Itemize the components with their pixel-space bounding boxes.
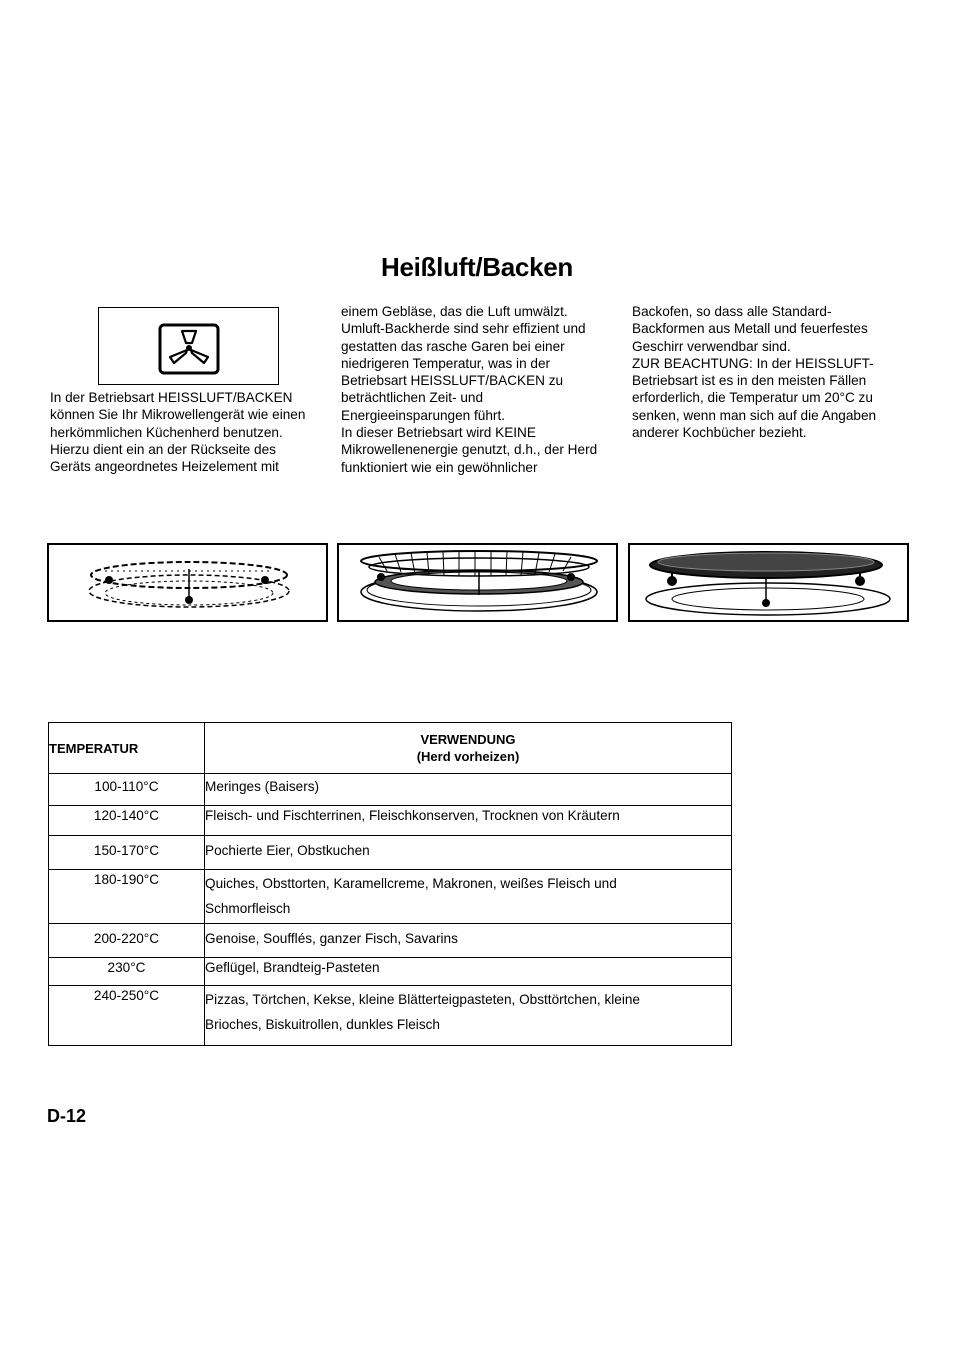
- usage-cell: Meringes (Baisers): [205, 779, 320, 794]
- page-title: Heißluft/Backen: [381, 252, 573, 282]
- temperature-cell: 150-170°C: [49, 836, 205, 870]
- temperature-cell: 180-190°C: [49, 870, 205, 924]
- table-row: [49, 806, 732, 836]
- usage-cell: Pochierte Eier, Obstkuchen: [205, 843, 370, 858]
- page-number: D-12: [47, 1106, 87, 1126]
- temperature-table: [48, 722, 732, 1046]
- table-row: [49, 958, 732, 986]
- header-usage: [205, 723, 732, 774]
- usage-cell: Fleisch- und Fischterrinen, Fleischkonserven, Trocknen von Kräutern: [205, 808, 620, 823]
- header-usage-line1: VERWENDUNG: [420, 732, 516, 747]
- table-row: [49, 774, 732, 806]
- table-row: [49, 924, 732, 958]
- temperature-cell: 100-110°C: [49, 774, 205, 806]
- turntable-with-roller-ring-illustration: [47, 543, 328, 622]
- header-usage-line2: (Herd vorheizen): [416, 749, 520, 764]
- usage-cell: Genoise, Soufflés, ganzer Fisch, Savarins: [205, 931, 458, 946]
- table-row: [49, 870, 732, 924]
- temperature-cell: 240-250°C: [49, 986, 205, 1046]
- temperature-cell: 230°C: [49, 958, 205, 986]
- low-rack-on-turntable-illustration: [337, 543, 618, 622]
- intro-column-2: einem Gebläse, das die Luft umwälzt. Umluft-Backherde sind sehr effizient und gestatten das rasche Garen bei einer niedrigeren Temperatur, was in der Betriebsart HEISSLUFT/BACKEN zu beträchtlichen Zeit- und Energieeinsparungen führt. In dieser Betriebsart wird KEINE Mikrowellenenergie genutzt, d.h., der Herd funktioniert wie ein gewöhnlicher: [341, 304, 598, 475]
- intro-column-1: In der Betriebsart HEISSLUFT/BACKEN können Sie Ihr Mikrowellengerät wie einen herkömmlichen Küchenherd benutzen. Hierzu dient ein an der Rückseite des Geräts angeordnetes Heizelement mit: [50, 390, 306, 475]
- table-row: [49, 836, 732, 870]
- table-row: [49, 986, 732, 1046]
- convection-fan-icon: [158, 323, 220, 375]
- usage-cell: Geflügel, Brandteig-Pasteten: [205, 960, 380, 975]
- header-temperature: TEMPERATUR: [49, 723, 205, 774]
- temperature-cell: 120-140°C: [49, 806, 205, 836]
- temperature-cell: 200-220°C: [49, 924, 205, 958]
- baking-tray-on-turntable-illustration: [628, 543, 909, 622]
- usage-cell: Quiches, Obsttorten, Karamellcreme, Makronen, weißes Fleisch und Schmorfleisch: [205, 876, 617, 916]
- convection-symbol-box: [98, 307, 279, 385]
- usage-cell: Pizzas, Törtchen, Kekse, kleine Blätterteigpasteten, Obsttörtchen, kleine Brioches, Biskuitrollen, dunkles Fleisch: [205, 992, 640, 1032]
- intro-column-3: Backofen, so dass alle Standard- Backformen aus Metall und feuerfestes Geschirr verwendbar sind. ZUR BEACHTUNG: In der HEISSLUFT- Betriebsart ist es in den meisten Fällen erforderlich, die Temperatur um 20°C zu senken, wenn man sich auf die Angaben anderer Kochbücher bezieht.: [632, 304, 877, 441]
